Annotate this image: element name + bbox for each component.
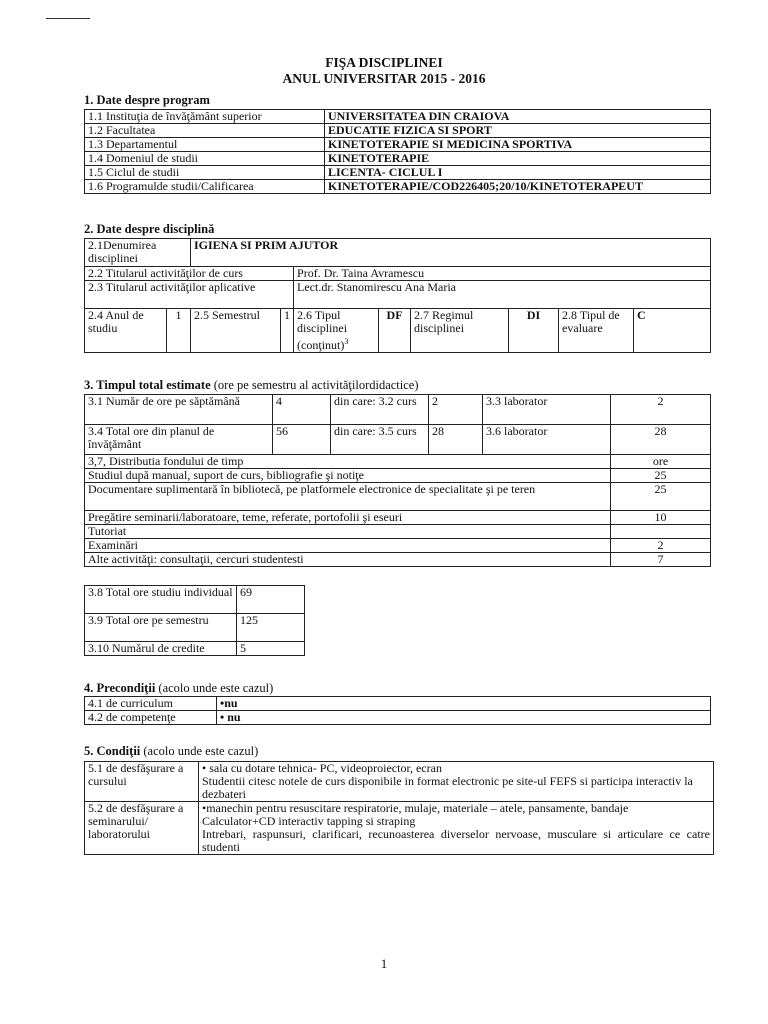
table-row: 3.10 Numărul de credite 5 [85, 642, 305, 656]
section-1-title: 1. Date despre program [84, 93, 210, 107]
section-2-title: 2. Date despre disciplină [84, 222, 215, 236]
lab-conditions: •manechin pentru resuscitare respiratorie, mulaje, materiale – atele, pansamente, bandaje Calculator+CD interactiv tapping si straping Intrebari, raspunsuri, clarificari, recunoasterea diverselor nervoase, musculare si articulare ce catre studenti [199, 802, 714, 855]
course-conditions: • sala cu dotare tehnica- PC, videoproiector, ecran Studentii citesc notele de curs disponibile in format electronic pe site-ul FEFS si participa interactiv la dezbateri [199, 762, 714, 802]
table-row: 1.3 Departamentul KINETOTERAPIE SI MEDICINA SPORTIVA [85, 138, 711, 152]
program-table [84, 109, 711, 194]
doc-subtitle: ANUL UNIVERSITAR 2015 - 2016 [282, 71, 486, 86]
table-row: 1.2 Facultatea EDUCATIE FIZICA SI SPORT [85, 124, 711, 138]
table-row: 4.2 de competenţe • nu [85, 711, 711, 725]
table-row: 3.9 Total ore pe semestru 125 [85, 614, 305, 642]
doc-title: FIŞA DISCIPLINEI [325, 55, 443, 70]
table-row: 1.4 Domeniul de studii KINETOTERAPIE [85, 152, 711, 166]
table-row: 1.1 Instituţia de învăţământ superior UNIVERSITATEA DIN CRAIOVA [85, 110, 711, 124]
preconditions-table [84, 696, 711, 725]
table-row: Alte activităţi: consultaţii, cercuri studentesti 7 [85, 553, 711, 567]
table-row: 3.8 Total ore studiu individual 69 [85, 586, 305, 614]
table-row: Studiul după manual, suport de curs, bibliografie şi notiţe 25 [85, 469, 711, 483]
table-row: 3.1 Număr de ore pe săptămână 4 din care: 3.2 curs 2 3.3 laborator 2 [85, 395, 711, 425]
section-4-title: 4. Precondiţii (acolo unde este cazul) [84, 681, 274, 695]
section-5-title: 5. Condiţii (acolo unde este cazul) [84, 744, 259, 758]
time-table [84, 394, 711, 567]
section-3-title: 3. Timpul total estimate (ore pe semestru al activităţilordidactice) [84, 378, 419, 392]
table-row: 5.1 de desfăşurare a cursului • sala cu dotare tehnica- PC, videoproiector, ecran Studentii citesc notele de curs disponibile in format electronic pe site-ul FEFS si participa interactiv la dezbateri [85, 762, 714, 802]
table-row: 2.2 Titularul activităţilor de curs Prof. Dr. Taina Avramescu [85, 267, 711, 281]
table-row: 2.4 Anul de studiu 1 2.5 Semestrul 1 2.6 Tipul disciplinei (conţinut)$^3$ DF 2.7 Regimul disciplinei DI 2.8 Tipul de evaluare C [85, 309, 711, 353]
corner-mark [46, 18, 90, 19]
page-number: 1 [380, 956, 388, 971]
totals-table [84, 585, 305, 656]
table-row: 2.1Denumirea disciplinei IGIENA SI PRIM AJUTOR [85, 239, 711, 267]
table-row: Documentare suplimentară în bibliotecă, pe platformele electronice de specialitate şi pe teren 25 [85, 483, 711, 511]
table-row: 3,7, Distributia fondului de timp ore [85, 455, 711, 469]
table-row: 5.2 de desfăşurare a seminarului/ laboratorului •manechin pentru resuscitare respiratorie, mulaje, materiale – atele, pansamente, bandaje Calculator+CD interactiv tapping si straping Intrebari, raspunsuri, clarificari, recunoasterea diverselor nervoase, musculare si articulare ce catre studenti [85, 802, 714, 855]
table-row: 1.5 Ciclul de studii LICENTA- CICLUL I [85, 166, 711, 180]
table-row: 4.1 de curriculum •nu [85, 697, 711, 711]
table-row: 3.4 Total ore din planul de învăţământ 56 din care: 3.5 curs 28 3.6 laborator 28 [85, 425, 711, 455]
table-row: Examinări 2 [85, 539, 711, 553]
conditions-table [84, 761, 714, 855]
table-row: Pregătire seminarii/laboratoare, teme, referate, portofolii şi eseuri 10 [85, 511, 711, 525]
table-row: Tutoriat [85, 525, 711, 539]
discipline-type-label: 2.6 Tipul disciplinei (conţinut)$^3$ [294, 309, 379, 353]
discipline-table [84, 238, 711, 353]
table-row: 2.3 Titularul activităţilor aplicative Lect.dr. Stanomirescu Ana Maria [85, 281, 711, 309]
table-row: 1.6 Programulde studii/Calificarea KINETOTERAPIE/COD226405;20/10/KINETOTERAPEUT [85, 180, 711, 194]
